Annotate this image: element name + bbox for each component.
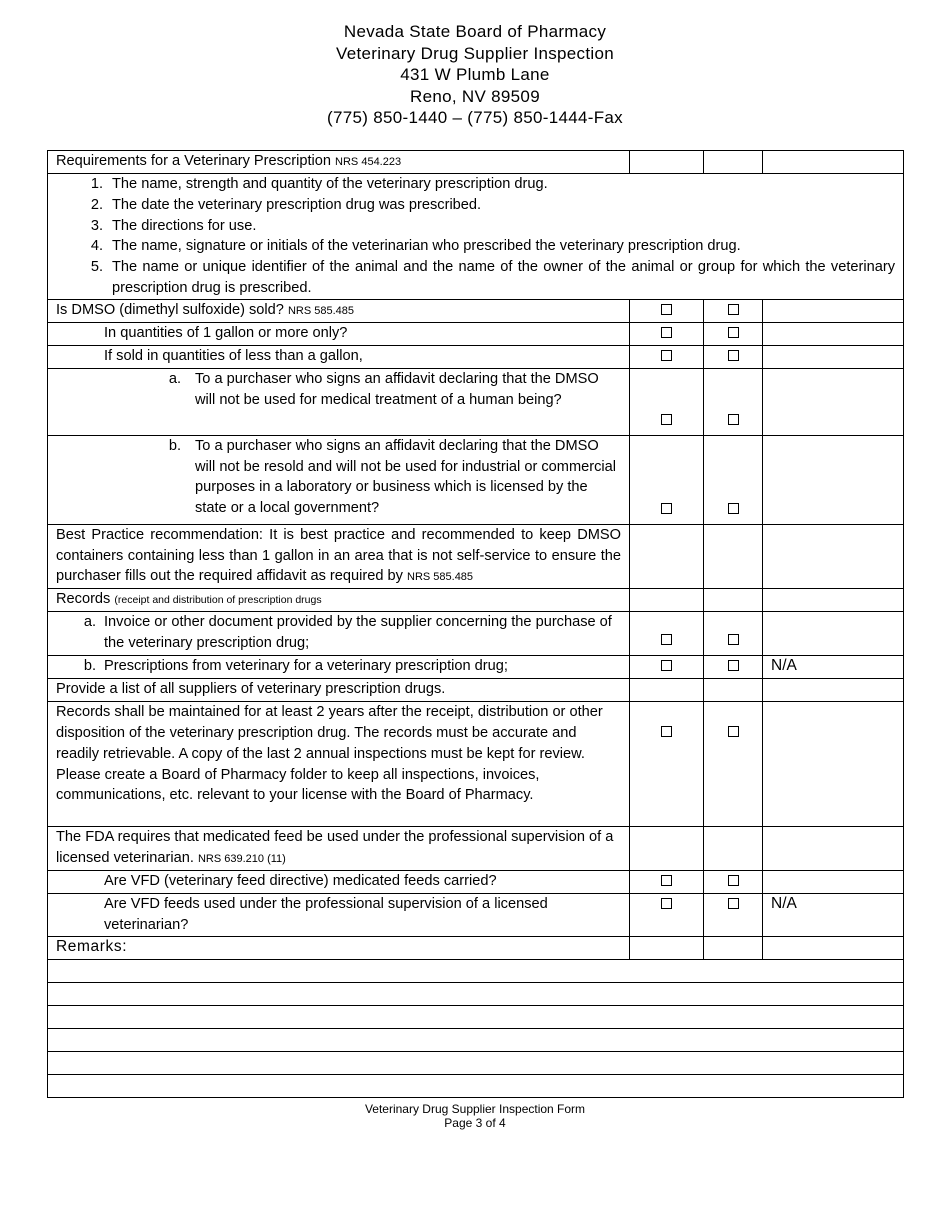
records-maintain-cell bbox=[48, 702, 630, 827]
yes-checkbox[interactable] bbox=[661, 350, 672, 361]
yes-cell bbox=[630, 679, 704, 702]
comment-cell[interactable] bbox=[763, 589, 904, 612]
requirements-title: Requirements for a Veterinary Prescription bbox=[56, 153, 331, 169]
requirements-ref: NRS 454.223 bbox=[335, 156, 402, 168]
yes-cell bbox=[630, 702, 704, 827]
table-row bbox=[48, 151, 904, 174]
dmso-less-question: If sold in quantities of less than a gallon, bbox=[104, 347, 363, 364]
page-footer bbox=[0, 1102, 950, 1130]
item-text: The name, strength and quantity of the veterinary prescription drug. bbox=[112, 176, 548, 192]
no-checkbox[interactable] bbox=[728, 875, 739, 886]
no-cell bbox=[704, 612, 763, 656]
list-item bbox=[56, 195, 895, 216]
yes-checkbox[interactable] bbox=[661, 875, 672, 886]
vfd-carried-cell bbox=[48, 870, 630, 893]
comment-cell[interactable] bbox=[763, 345, 904, 368]
yes-cell bbox=[630, 368, 704, 435]
no-cell bbox=[704, 322, 763, 345]
no-cell bbox=[704, 345, 763, 368]
remarks-line[interactable] bbox=[48, 1051, 904, 1074]
dmso-ref: NRS 585.485 bbox=[287, 304, 355, 317]
no-cell bbox=[704, 936, 763, 959]
table-row bbox=[48, 368, 904, 435]
no-checkbox[interactable] bbox=[728, 660, 739, 671]
fda-text: The FDA requires that medicated feed be used under the professional supervision of a licensed veterinarian. bbox=[56, 829, 614, 866]
no-checkbox[interactable] bbox=[728, 634, 739, 645]
table-row bbox=[48, 299, 904, 322]
yes-cell bbox=[630, 435, 704, 524]
dmso-less-cell bbox=[48, 345, 630, 368]
dmso-question-cell bbox=[48, 299, 630, 322]
remarks-line[interactable] bbox=[48, 1005, 904, 1028]
yes-checkbox[interactable] bbox=[661, 327, 672, 338]
table-row bbox=[48, 656, 904, 679]
dmso-gallon-question: In quantities of 1 gallon or more only? bbox=[104, 324, 348, 341]
fda-cell bbox=[48, 827, 630, 871]
yes-cell bbox=[630, 827, 704, 871]
no-checkbox[interactable] bbox=[728, 503, 739, 514]
board-name: Nevada State Board of Pharmacy bbox=[343, 22, 607, 41]
yes-cell bbox=[630, 524, 704, 588]
records-note: (receipt and distribution of prescription drugs bbox=[114, 594, 322, 607]
records-title-cell bbox=[48, 589, 630, 612]
sub-letter: b. bbox=[168, 437, 181, 454]
no-checkbox[interactable] bbox=[728, 304, 739, 315]
yes-cell bbox=[630, 151, 704, 174]
suppliers-cell bbox=[48, 679, 630, 702]
records-maintain-text: Records shall be maintained for at least 2 years after the receipt, distribution or other disposition of the veterinary prescription drug. The records must be accurate and readily retrievable. A copy of the last 2 annual inspections must be kept for review. Please create a Board of Pharmacy folder to keep all inspections, invoices, communications, etc. relevant to your license with the Board of Pharmacy. bbox=[56, 704, 603, 804]
yes-checkbox[interactable] bbox=[661, 634, 672, 645]
no-checkbox[interactable] bbox=[728, 726, 739, 737]
comment-cell[interactable] bbox=[763, 151, 904, 174]
dmso-gallon-cell bbox=[48, 322, 630, 345]
no-cell bbox=[704, 299, 763, 322]
comment-cell[interactable] bbox=[763, 702, 904, 827]
yes-checkbox[interactable] bbox=[661, 304, 672, 315]
table-row bbox=[48, 870, 904, 893]
records-a-text: Invoice or other document provided by the supplier concerning the purchase of the veterinary prescription drug; bbox=[104, 614, 612, 651]
table-row bbox=[48, 893, 904, 936]
vfd-supervision-question: Are VFD feeds used under the professional supervision of a licensed veterinarian? bbox=[104, 895, 548, 933]
sub-letter: b. bbox=[83, 658, 96, 675]
item-number: 3. bbox=[90, 217, 103, 234]
yes-cell bbox=[630, 299, 704, 322]
comment-cell[interactable] bbox=[763, 368, 904, 435]
records-b-text: Prescriptions from veterinary for a veterinary prescription drug; bbox=[104, 658, 508, 675]
yes-checkbox[interactable] bbox=[661, 726, 672, 737]
no-cell bbox=[704, 368, 763, 435]
yes-checkbox[interactable] bbox=[661, 898, 672, 909]
no-checkbox[interactable] bbox=[728, 350, 739, 361]
no-cell bbox=[704, 435, 763, 524]
table-row bbox=[48, 702, 904, 827]
no-cell bbox=[704, 870, 763, 893]
records-title: Records bbox=[56, 591, 111, 608]
comment-cell[interactable] bbox=[763, 612, 904, 656]
table-row bbox=[48, 524, 904, 588]
yes-checkbox[interactable] bbox=[661, 503, 672, 514]
yes-cell bbox=[630, 656, 704, 679]
na-label: N/A bbox=[771, 894, 797, 912]
table-row bbox=[48, 435, 904, 524]
comment-cell[interactable] bbox=[763, 656, 904, 679]
comment-cell[interactable] bbox=[763, 322, 904, 345]
yes-checkbox[interactable] bbox=[661, 660, 672, 671]
remarks-line[interactable] bbox=[48, 982, 904, 1005]
table-row bbox=[48, 174, 904, 300]
comment-cell[interactable] bbox=[763, 524, 904, 588]
requirements-list-cell bbox=[48, 174, 904, 300]
footer-page-number: Page 3 of 4 bbox=[444, 1116, 506, 1130]
no-cell bbox=[704, 679, 763, 702]
remarks-label: Remarks: bbox=[56, 937, 128, 955]
sub-letter: a. bbox=[83, 614, 96, 631]
no-cell bbox=[704, 827, 763, 871]
requirements-list bbox=[56, 174, 895, 299]
table-row bbox=[48, 612, 904, 656]
table-row bbox=[48, 936, 904, 959]
remarks-line[interactable] bbox=[48, 959, 904, 982]
yes-cell bbox=[630, 322, 704, 345]
no-cell bbox=[704, 589, 763, 612]
remarks-label-cell bbox=[48, 936, 630, 959]
item-number: 5. bbox=[90, 259, 103, 276]
records-a-cell bbox=[48, 612, 630, 656]
item-number: 4. bbox=[90, 238, 103, 255]
dmso-b-text: To a purchaser who signs an affidavit declaring that the DMSO will not be resold and will not be used for industrial or commercial purposes in a laboratory or business which is licensed by the state or a local government? bbox=[195, 437, 616, 517]
remarks-line[interactable] bbox=[48, 1028, 904, 1051]
footer-form-name: Veterinary Drug Supplier Inspection Form bbox=[364, 1102, 586, 1116]
comment-cell[interactable] bbox=[763, 827, 904, 871]
best-practice-cell bbox=[48, 524, 630, 588]
table-row bbox=[48, 679, 904, 702]
street-address: 431 W Plumb Lane bbox=[400, 65, 550, 84]
list-item bbox=[56, 257, 895, 299]
best-practice-text: Best Practice recommendation: It is best practice and recommended to keep DMSO containers containing less than 1 gallon in an area that is not self-service to ensure the purchaser fills out the required affidavit as required by bbox=[56, 526, 621, 585]
suppliers-text: Provide a list of all suppliers of veterinary prescription drugs. bbox=[56, 681, 446, 698]
na-label: N/A bbox=[771, 657, 797, 675]
list-item bbox=[56, 236, 895, 257]
no-cell bbox=[704, 151, 763, 174]
comment-cell[interactable] bbox=[763, 299, 904, 322]
yes-cell bbox=[630, 345, 704, 368]
comment-cell[interactable] bbox=[763, 893, 904, 936]
phone-fax: (775) 850-1440 – (775) 850-1444-Fax bbox=[327, 108, 623, 127]
comment-cell[interactable] bbox=[763, 936, 904, 959]
dmso-b-cell bbox=[48, 435, 630, 524]
document-header bbox=[0, 21, 950, 129]
item-text: The name or unique identifier of the animal and the name of the owner of the animal or group for which the veterinary prescription drug is prescribed. bbox=[112, 259, 895, 296]
yes-cell bbox=[630, 893, 704, 936]
fda-ref: NRS 639.210 (11) bbox=[197, 852, 286, 865]
yes-cell bbox=[630, 870, 704, 893]
item-text: The name, signature or initials of the veterinarian who prescribed the veterinary prescription drug. bbox=[112, 238, 741, 255]
no-checkbox[interactable] bbox=[728, 327, 739, 338]
table-row bbox=[48, 827, 904, 871]
yes-cell bbox=[630, 936, 704, 959]
dmso-a-cell bbox=[48, 368, 630, 435]
vfd-carried-question: Are VFD (veterinary feed directive) medicated feeds carried? bbox=[104, 872, 497, 889]
table-row bbox=[48, 589, 904, 612]
dmso-a-text: To a purchaser who signs an affidavit declaring that the DMSO will not be used for medical treatment of a human being? bbox=[195, 370, 599, 408]
comment-cell[interactable] bbox=[763, 679, 904, 702]
vfd-supervision-cell bbox=[48, 893, 630, 936]
no-checkbox[interactable] bbox=[728, 898, 739, 909]
no-cell bbox=[704, 524, 763, 588]
remarks-line[interactable] bbox=[48, 1074, 904, 1097]
dmso-question: Is DMSO (dimethyl sulfoxide) sold? bbox=[56, 301, 284, 318]
best-practice-ref: NRS 585.485 bbox=[407, 571, 474, 584]
no-checkbox[interactable] bbox=[728, 414, 739, 425]
item-text: The directions for use. bbox=[112, 217, 257, 234]
item-number: 2. bbox=[90, 196, 103, 213]
no-cell bbox=[704, 893, 763, 936]
no-cell bbox=[704, 656, 763, 679]
inspection-table bbox=[47, 150, 904, 1098]
comment-cell[interactable] bbox=[763, 435, 904, 524]
comment-cell[interactable] bbox=[763, 870, 904, 893]
table-row bbox=[48, 345, 904, 368]
no-cell bbox=[704, 702, 763, 827]
item-text: The date the veterinary prescription drug was prescribed. bbox=[112, 196, 482, 213]
form-title: Veterinary Drug Supplier Inspection bbox=[336, 43, 614, 63]
list-item bbox=[56, 174, 895, 195]
item-number: 1. bbox=[90, 176, 103, 192]
records-b-cell bbox=[48, 656, 630, 679]
yes-cell bbox=[630, 612, 704, 656]
requirements-title-cell bbox=[48, 151, 630, 174]
sub-letter: a. bbox=[168, 370, 181, 387]
yes-checkbox[interactable] bbox=[661, 414, 672, 425]
list-item bbox=[56, 216, 895, 237]
table-row bbox=[48, 322, 904, 345]
yes-cell bbox=[630, 589, 704, 612]
city-state-zip: Reno, NV 89509 bbox=[410, 86, 540, 106]
